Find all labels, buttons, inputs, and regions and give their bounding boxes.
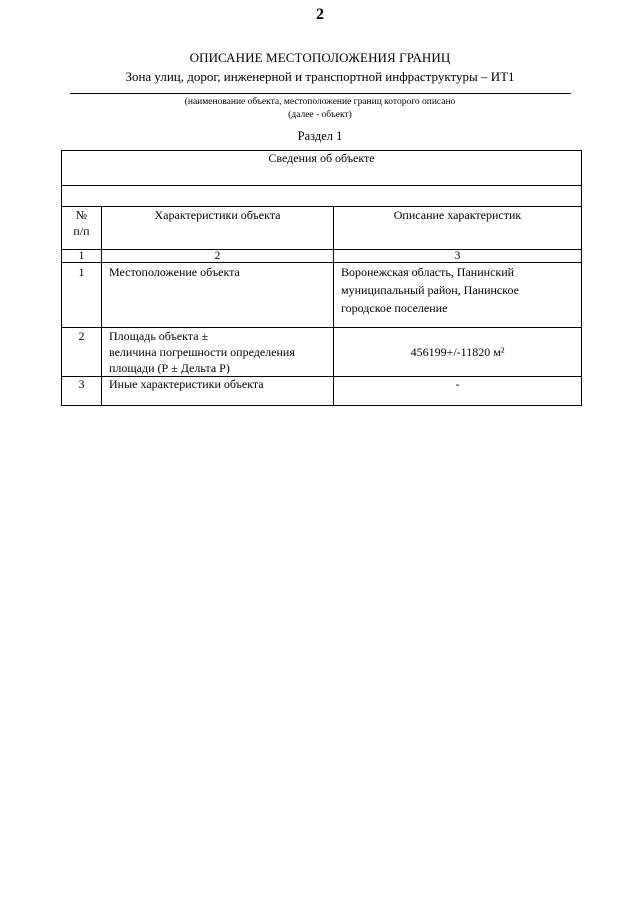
row-number: 2: [62, 328, 102, 377]
characteristic-line: площади (Р ± Дельта Р): [109, 361, 230, 375]
column-number-3: 3: [334, 250, 582, 263]
description-line: муниципальный район, Панинское: [341, 283, 519, 297]
object-name-underline: [70, 93, 571, 94]
section-label: Раздел 1: [297, 129, 343, 143]
table-row: [62, 328, 582, 377]
row-description: 456199+/-11820 м²: [334, 328, 582, 377]
object-name: Зона улиц, дорог, инженерной и транспортной инфраструктуры – ИТ1: [125, 69, 515, 84]
document-title: ОПИСАНИЕ МЕСТОПОЛОЖЕНИЯ ГРАНИЦ: [189, 50, 451, 65]
row-number: 1: [62, 263, 102, 328]
row-characteristic: Иные характеристики объекта: [102, 377, 334, 406]
column-number-2: 2: [102, 250, 334, 263]
column-header-number: [62, 207, 102, 250]
row-description: [334, 263, 582, 328]
object-name-caption: [0, 96, 640, 122]
column-header-description: Описание характеристик: [334, 207, 582, 250]
column-header-row: [62, 207, 582, 250]
column-header-number-line2: п/п: [73, 224, 90, 238]
characteristic-line: величина погрешности определения: [109, 345, 295, 359]
description-line: Воронежская область, Панинский: [341, 265, 515, 279]
row-number: 3: [62, 377, 102, 406]
caption-line-1: (наименование объекта, местоположение границ которого описано: [184, 97, 456, 107]
column-header-characteristic: Характеристики объекта: [102, 207, 334, 250]
object-info-table: [61, 150, 582, 406]
table-empty-row: [62, 186, 582, 207]
table-row: [62, 377, 582, 406]
caption-line-2: (далее - объект): [288, 110, 352, 120]
row-description: -: [334, 377, 582, 406]
row-characteristic: [102, 328, 334, 377]
column-number-1: 1: [62, 250, 102, 263]
empty-cell: [62, 186, 582, 207]
characteristic-line: Площадь объекта ±: [109, 329, 209, 343]
row-characteristic: Местоположение объекта: [102, 263, 334, 328]
column-number-row: [62, 250, 582, 263]
page-number: 2: [316, 6, 324, 23]
column-header-number-line1: №: [75, 208, 88, 222]
table-row: [62, 263, 582, 328]
description-line: городское поселение: [341, 301, 448, 315]
table-heading-row: [62, 151, 582, 186]
table-heading: Сведения об объекте: [62, 151, 582, 186]
